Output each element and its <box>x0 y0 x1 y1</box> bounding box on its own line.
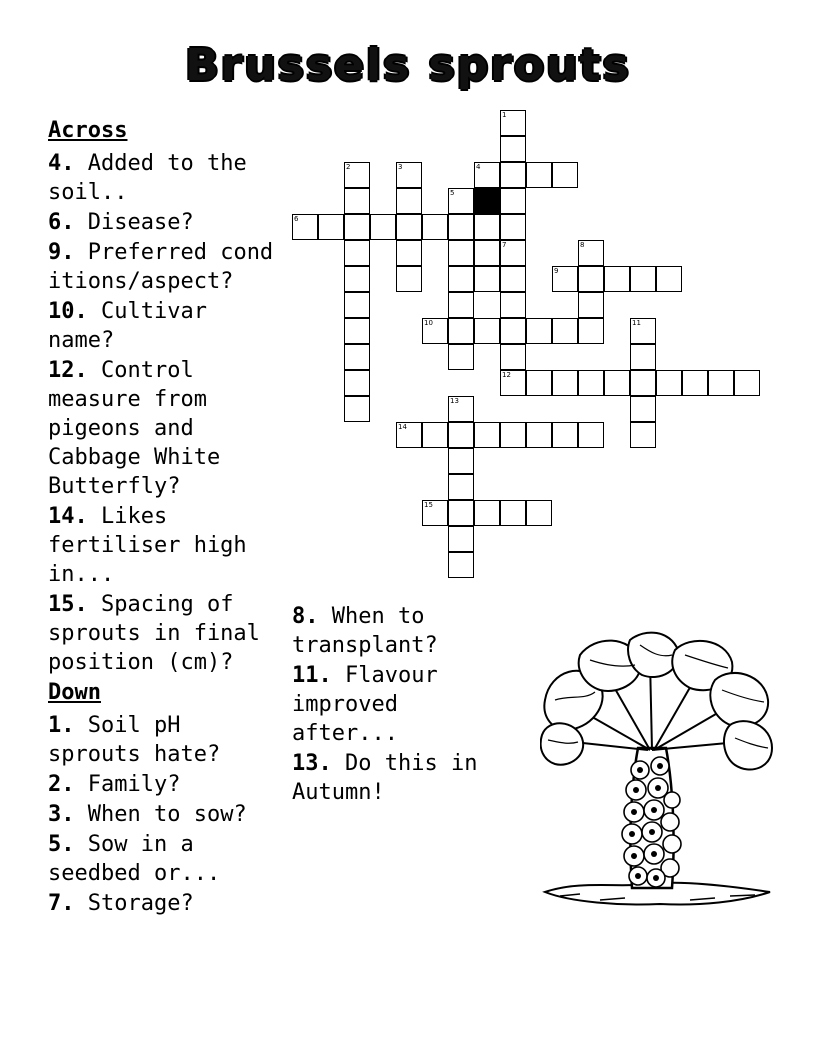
crossword-cell[interactable] <box>474 318 500 344</box>
crossword-cell[interactable] <box>344 240 370 266</box>
crossword-cell[interactable] <box>344 266 370 292</box>
crossword-cell[interactable] <box>422 214 448 240</box>
clue-across-12: 12. Control measure from pigeons and Cabbage White Butterfly? <box>48 358 234 499</box>
crossword-cell[interactable] <box>500 214 526 240</box>
crossword-cell[interactable] <box>630 370 656 396</box>
crossword-block <box>474 188 500 214</box>
cell-number: 2 <box>346 163 351 171</box>
cell-number: 13 <box>450 397 459 405</box>
clue-down-11: 11. Flavour improved after... <box>292 663 451 746</box>
crossword-cell[interactable] <box>500 110 526 136</box>
crossword-cell[interactable] <box>500 266 526 292</box>
crossword-cell[interactable] <box>630 266 656 292</box>
crossword-cell[interactable] <box>500 188 526 214</box>
clue-down-3: 3. When to sow? <box>48 802 247 827</box>
crossword-cell[interactable] <box>500 136 526 162</box>
crossword-cell[interactable] <box>630 422 656 448</box>
crossword-cell[interactable] <box>552 370 578 396</box>
crossword-cell[interactable] <box>630 396 656 422</box>
clues-left-column <box>48 116 280 919</box>
crossword-cell[interactable] <box>630 318 656 344</box>
cell-number: 5 <box>450 189 455 197</box>
cell-number: 12 <box>502 371 511 379</box>
crossword-cell[interactable] <box>448 214 474 240</box>
clue-across-6: 6. Disease? <box>48 210 194 235</box>
crossword-cell[interactable] <box>578 370 604 396</box>
crossword-cell[interactable] <box>396 162 422 188</box>
cell-number: 9 <box>554 267 559 275</box>
crossword-cell[interactable] <box>448 292 474 318</box>
cell-number: 4 <box>476 163 481 171</box>
crossword-cell[interactable] <box>604 370 630 396</box>
crossword-cell[interactable] <box>578 422 604 448</box>
crossword-cell[interactable] <box>448 396 474 422</box>
crossword-cell[interactable] <box>396 266 422 292</box>
crossword-cell[interactable] <box>656 370 682 396</box>
cell-number: 7 <box>502 241 507 249</box>
crossword-cell[interactable] <box>578 292 604 318</box>
crossword-cell[interactable] <box>604 266 630 292</box>
clue-across-4: 4. Added to the soil.. <box>48 151 260 205</box>
crossword-cell[interactable] <box>344 162 370 188</box>
clue-across-10: 10. Cultivar name? <box>48 299 221 353</box>
crossword-cell[interactable] <box>448 448 474 474</box>
crossword-cell[interactable] <box>370 214 396 240</box>
crossword-cell[interactable] <box>344 344 370 370</box>
clue-across-14: 14. Likes fertiliser high in... <box>48 504 260 587</box>
clue-down-13: 13. Do this in Autumn! <box>292 751 491 805</box>
crossword-cell[interactable] <box>344 370 370 396</box>
crossword-cell[interactable] <box>448 500 474 526</box>
crossword-cell[interactable] <box>448 344 474 370</box>
crossword-cell[interactable] <box>474 214 500 240</box>
crossword-cell[interactable] <box>448 474 474 500</box>
clues-middle-column <box>292 602 502 808</box>
crossword-cell[interactable] <box>552 422 578 448</box>
crossword-cell[interactable] <box>552 318 578 344</box>
clue-down-8: 8. When to transplant? <box>292 604 438 658</box>
crossword-cell[interactable] <box>422 422 448 448</box>
cell-number: 1 <box>502 111 507 119</box>
crossword-cell[interactable] <box>344 318 370 344</box>
crossword-cell[interactable] <box>448 318 474 344</box>
crossword-cell[interactable] <box>422 318 448 344</box>
crossword-cell[interactable] <box>526 422 552 448</box>
crossword-cell[interactable] <box>578 240 604 266</box>
crossword-cell[interactable] <box>448 266 474 292</box>
crossword-cell[interactable] <box>526 370 552 396</box>
crossword-cell[interactable] <box>500 370 526 396</box>
cell-number: 6 <box>294 215 299 223</box>
clue-down-2: 2. Family? <box>48 772 181 797</box>
crossword-cell[interactable] <box>448 188 474 214</box>
crossword-cell[interactable] <box>552 266 578 292</box>
crossword-cell[interactable] <box>474 162 500 188</box>
crossword-cell[interactable] <box>474 266 500 292</box>
crossword-cell[interactable] <box>448 552 474 578</box>
cell-number: 11 <box>632 319 641 327</box>
crossword-cell[interactable] <box>708 370 734 396</box>
crossword-cell[interactable] <box>344 214 370 240</box>
crossword-cell[interactable] <box>526 162 552 188</box>
crossword-cell[interactable] <box>630 344 656 370</box>
crossword-cell[interactable] <box>396 188 422 214</box>
crossword-cell[interactable] <box>474 422 500 448</box>
crossword-cell[interactable] <box>500 292 526 318</box>
crossword-cell[interactable] <box>578 318 604 344</box>
crossword-cell[interactable] <box>344 188 370 214</box>
crossword-cell[interactable] <box>396 422 422 448</box>
down-heading: Down <box>48 680 101 705</box>
crossword-cell[interactable] <box>422 500 448 526</box>
crossword-cell[interactable] <box>396 214 422 240</box>
crossword-cell[interactable] <box>500 344 526 370</box>
crossword-cell[interactable] <box>396 240 422 266</box>
cell-number: 10 <box>424 319 433 327</box>
crossword-cell[interactable] <box>344 396 370 422</box>
across-heading: Across <box>48 118 128 143</box>
clue-down-1: 1. Soil pH sprouts hate? <box>48 713 221 767</box>
clue-across-9: 9. Preferred conditions/aspect? <box>48 240 274 294</box>
crossword-cell[interactable] <box>292 214 318 240</box>
crossword-cell[interactable] <box>344 292 370 318</box>
cell-number: 15 <box>424 501 433 509</box>
crossword-cell[interactable] <box>448 526 474 552</box>
crossword-cell[interactable] <box>500 318 526 344</box>
cell-number: 14 <box>398 423 407 431</box>
crossword-cell[interactable] <box>734 370 760 396</box>
cell-number: 3 <box>398 163 403 171</box>
clue-across-15: 15. Spacing of sprouts in final position (cm)? <box>48 592 274 675</box>
crossword-cell[interactable] <box>682 370 708 396</box>
crossword-cell[interactable] <box>474 500 500 526</box>
brussels-sprout-illustration <box>540 630 775 920</box>
crossword-cell[interactable] <box>526 318 552 344</box>
crossword-cell[interactable] <box>500 240 526 266</box>
crossword-cell[interactable] <box>474 240 500 266</box>
crossword-cell[interactable] <box>448 422 474 448</box>
crossword-cell[interactable] <box>500 162 526 188</box>
crossword-cell[interactable] <box>526 500 552 526</box>
crossword-cell[interactable] <box>500 422 526 448</box>
crossword-cell[interactable] <box>500 500 526 526</box>
crossword-cell[interactable] <box>318 214 344 240</box>
page-title: Brussels sprouts <box>185 40 631 91</box>
crossword-cell[interactable] <box>656 266 682 292</box>
clue-down-7: 7. Storage? <box>48 891 194 916</box>
crossword-cell[interactable] <box>578 266 604 292</box>
crossword-cell[interactable] <box>448 240 474 266</box>
cell-number: 8 <box>580 241 585 249</box>
crossword-cell[interactable] <box>552 162 578 188</box>
clue-down-5: 5. Sow in a seedbed or... <box>48 832 221 886</box>
